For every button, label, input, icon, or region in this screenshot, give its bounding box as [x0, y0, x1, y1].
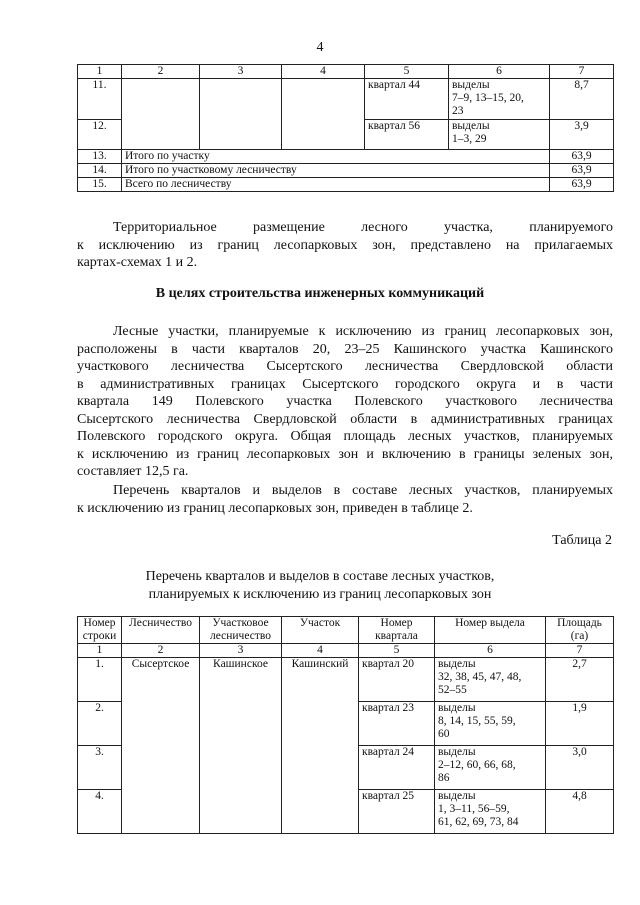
header-num: 2 — [122, 65, 200, 79]
total-label: Итого по участку — [122, 150, 550, 164]
paragraph-placement — [77, 219, 613, 272]
text-line: составляет 12,5 га. — [77, 464, 189, 479]
vydel-numbers: 60 — [438, 728, 450, 740]
row-number: 4. — [78, 790, 122, 834]
text-line: Территориальное размещение лесного участка, планируемого — [113, 220, 613, 235]
text-line: в административных границах Сысертского городского округа и в части — [77, 376, 613, 392]
vydel-cell — [435, 658, 546, 702]
text-line: Сысертского лесничества Свердловской области в административных границах — [77, 411, 613, 427]
vydel-label: выделы — [452, 79, 490, 91]
vydel-numbers: 86 — [438, 772, 450, 784]
area-cell: 1,9 — [546, 702, 614, 746]
vydel-numbers: 7–9, 13–15, 20, — [452, 92, 524, 104]
kvartal-cell: квартал 56 — [365, 120, 449, 150]
section-heading: В целях строительства инженерных коммуникаций — [155, 286, 485, 301]
total-row — [78, 150, 614, 164]
header-num: 2 — [122, 644, 200, 658]
uch-lesnichestvo-cell: Кашинское — [200, 658, 282, 834]
header-num: 5 — [359, 644, 435, 658]
total-label: Итого по участковому лесничеству — [122, 164, 550, 178]
table-label: Таблица 2 — [552, 533, 612, 548]
vydel-label: выделы — [438, 702, 476, 714]
text-line: Перечень кварталов и выделов в составе лесных участков, планируемых — [113, 483, 613, 498]
caption-line: планируемых к исключению из границ лесопарковых зон — [148, 586, 492, 602]
vydel-numbers: 23 — [452, 105, 464, 117]
total-row — [78, 164, 614, 178]
vydel-numbers: 2–12, 60, 66, 68, — [438, 759, 516, 771]
header-text: лесничество — [210, 630, 271, 642]
table-2 — [77, 616, 614, 834]
row-number: 3. — [78, 746, 122, 790]
header-vydel: Номер выдела — [435, 617, 546, 644]
kvartal-cell: квартал 25 — [359, 790, 435, 834]
header-uch-lesnichestvo — [200, 617, 282, 644]
header-num: 4 — [282, 65, 365, 79]
header-text: Номер — [380, 617, 413, 629]
header-num: 3 — [200, 644, 282, 658]
row-number: 1. — [78, 658, 122, 702]
header-text: Участковое — [212, 617, 269, 629]
row-number: 2. — [78, 702, 122, 746]
row-number: 14. — [78, 164, 122, 178]
header-area — [546, 617, 614, 644]
text-line: расположены в части кварталов 20, 23–25 Кашинского участка Кашинского — [77, 341, 613, 357]
table-header-numbers — [78, 644, 614, 658]
vydel-cell — [449, 79, 550, 120]
page-number: 4 — [316, 40, 324, 55]
header-kvartal — [359, 617, 435, 644]
kvartal-cell: квартал 24 — [359, 746, 435, 790]
header-text: строки — [82, 630, 117, 642]
text-line: Полевского городского округа. Общая площадь лесных участков, планируемых — [77, 429, 613, 444]
row-number: 12. — [78, 120, 122, 150]
header-text: квартала — [375, 630, 418, 642]
header-num: 1 — [78, 644, 122, 658]
table-header-numbers — [78, 65, 614, 79]
vydel-cell — [435, 746, 546, 790]
paragraph-description — [77, 323, 613, 481]
header-num: 3 — [200, 65, 282, 79]
area-cell: 2,7 — [546, 658, 614, 702]
area-cell: 63,9 — [550, 164, 614, 178]
area-cell: 3,9 — [550, 120, 614, 150]
text-line: участкового лесничества Сысертского лесничества Свердловской области — [77, 359, 613, 374]
vydel-cell — [449, 120, 550, 150]
cell-empty — [282, 79, 365, 150]
vydel-label: выделы — [438, 746, 476, 758]
vydel-numbers: 8, 14, 15, 55, 59, — [438, 715, 516, 727]
text-line: к исключению из границ лесопарковых зон и включению в границы зеленых зон, — [77, 446, 613, 462]
header-num: 1 — [78, 65, 122, 79]
vydel-numbers: 32, 38, 45, 47, 48, — [438, 671, 522, 683]
header-num: 6 — [435, 644, 546, 658]
area-cell: 3,0 — [546, 746, 614, 790]
header-num: 5 — [365, 65, 449, 79]
vydel-cell — [435, 702, 546, 746]
kvartal-cell: квартал 23 — [359, 702, 435, 746]
header-uchastok: Участок — [282, 617, 359, 644]
table-header — [78, 617, 614, 644]
table-continuation — [77, 64, 614, 192]
vydel-numbers: 52–55 — [438, 684, 467, 696]
row-number: 11. — [78, 79, 122, 120]
total-row — [78, 178, 614, 192]
vydel-cell — [435, 790, 546, 834]
total-label: Всего по лесничеству — [122, 178, 550, 192]
row-number: 13. — [78, 150, 122, 164]
uchastok-cell: Кашинский — [282, 658, 359, 834]
text-line: к исключению из границ лесопарковых зон, приведен в таблице 2. — [77, 500, 473, 516]
area-cell: 63,9 — [550, 178, 614, 192]
header-num: 4 — [282, 644, 359, 658]
header-row-number — [78, 617, 122, 644]
row-number: 15. — [78, 178, 122, 192]
area-cell: 4,8 — [546, 790, 614, 834]
header-num: 6 — [449, 65, 550, 79]
header-lesnichestvo: Лесничество — [122, 617, 200, 644]
header-text: Площадь — [557, 617, 602, 629]
kvartal-cell: квартал 20 — [359, 658, 435, 702]
header-num: 7 — [550, 65, 614, 79]
vydel-label: выделы — [438, 658, 476, 670]
lesnichestvo-cell: Сысертское — [122, 658, 200, 834]
table-row — [78, 79, 614, 120]
text-line: Лесные участки, планируемые к исключению из границ лесопарковых зон, — [113, 324, 613, 339]
text-line: картах-схемах 1 и 2. — [77, 255, 198, 270]
vydel-numbers: 1, 3–11, 56–59, — [438, 803, 510, 815]
header-num: 7 — [546, 644, 614, 658]
table-caption — [0, 568, 640, 603]
table-row — [78, 658, 614, 702]
text-line: к исключению из границ лесопарковых зон, представлено на прилагаемых — [77, 237, 613, 253]
vydel-label: выделы — [452, 120, 490, 132]
vydel-numbers: 1–3, 29 — [452, 133, 487, 145]
header-text: (га) — [570, 630, 589, 642]
area-cell: 8,7 — [550, 79, 614, 120]
kvartal-cell: квартал 44 — [365, 79, 449, 120]
area-cell: 63,9 — [550, 150, 614, 164]
header-text: Номер — [83, 617, 116, 629]
text-line: квартала 149 Полевского участка Полевского участкового лесничества — [77, 394, 613, 409]
vydel-label: выделы — [438, 790, 476, 802]
cell-empty — [122, 79, 200, 150]
vydel-numbers: 61, 62, 69, 73, 84 — [438, 816, 519, 828]
cell-empty — [200, 79, 282, 150]
paragraph-list-reference — [77, 482, 613, 517]
caption-line: Перечень кварталов и выделов в составе лесных участков, — [145, 569, 495, 584]
